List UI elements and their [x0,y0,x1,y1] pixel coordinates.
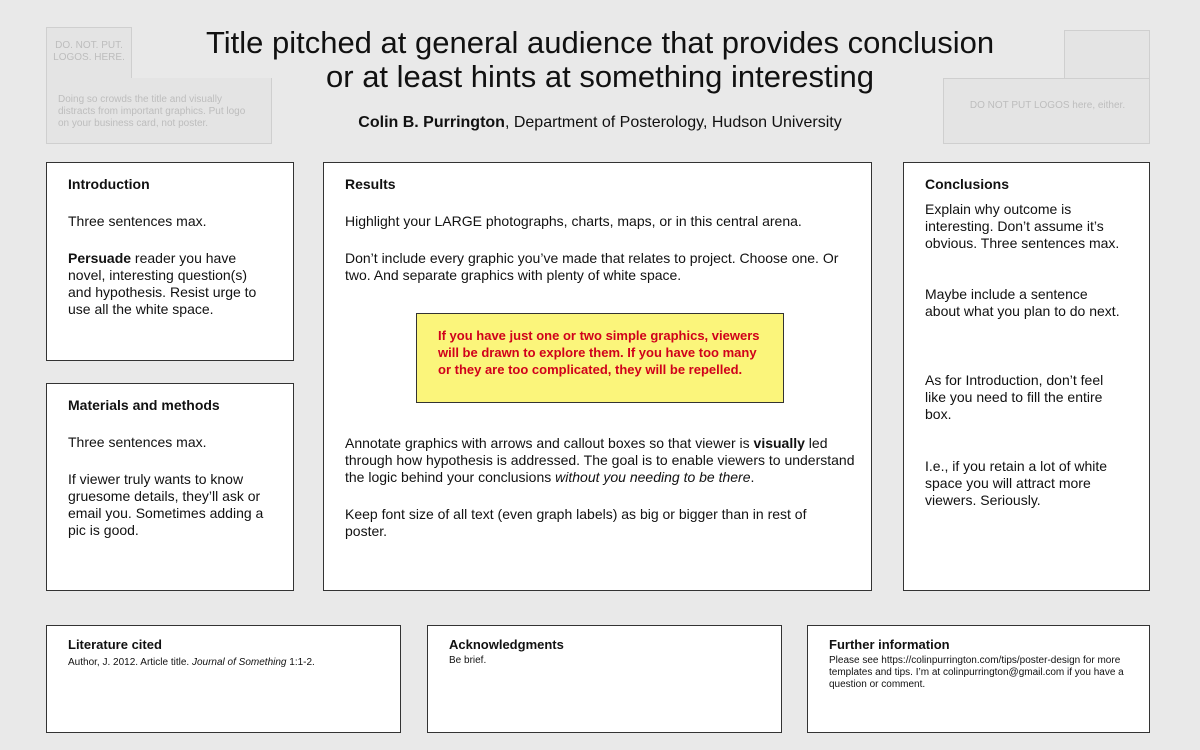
results-p4: Keep font size of all text (even graph labels) as big or bigger than in rest of poster. [345,506,807,539]
conclusions-p2: Maybe include a sentence about what you plan to do next. [925,286,1120,319]
literature-ref-a: Author, J. 2012. Article title. [68,657,192,668]
introduction-p1: Three sentences max. [68,213,207,229]
results-callout-box: If you have just one or two simple graphics, viewers will be drawn to explore them. If you have too many or they are too complicated, they will be repelled. [416,313,784,403]
results-p3 [345,435,855,486]
introduction-box [46,162,294,361]
introduction-p2 [68,250,273,318]
methods-p2: If viewer truly wants to know gruesome details, they’ll ask or email you. Sometimes adding a pic is good. [68,471,264,538]
methods-heading: Materials and methods [68,397,220,413]
literature-reference [68,657,388,669]
poster-title-line1: Title pitched at general audience that provides conclusion [205,25,995,60]
conclusions-p1: Explain why outcome is interesting. Don’t assume it’s obvious. Three sentences max. [925,201,1120,251]
logo-placeholder-right-label: DO NOT PUT LOGOS here, either. [969,100,1126,111]
results-p3-a: Annotate graphics with arrows and callout boxes so that viewer is [345,435,754,451]
acknowledgments-box [427,625,782,733]
logo-placeholder-left-label: DO. NOT. PUT. LOGOS. HERE. [53,40,125,63]
conclusions-heading: Conclusions [925,176,1010,192]
introduction-p2-bold: Persuade [68,250,132,266]
results-p3-bold: visually [753,435,805,451]
conclusions-box [903,162,1150,591]
further-info-heading: Further information [829,637,950,652]
acknowledgments-heading: Acknowledgments [449,637,564,652]
results-p3-italic: without you needing to be there [555,469,751,485]
logo-placeholder-left-note-text: Doing so crowds the title and visually distracts from important graphics. Put logo on your business card, not poster. [58,94,246,129]
author-name: Colin B. Purrington [358,114,505,131]
literature-box [46,625,401,733]
results-p1: Highlight your LARGE photographs, charts, maps, or in this central arena. [345,213,802,229]
results-heading: Results [345,176,396,192]
introduction-p2-rest: reader you have novel, interesting question(s) and hypothesis. Resist urge to use all the white space. [68,250,257,317]
further-info-text: Please see https://colinpurrington.com/tips/poster-design for more templates and tips. I’m at colinpurrington@gmail.com if you have a question or comment. [829,655,1124,690]
author-line [300,114,900,132]
author-affiliation: , Department of Posterology, Hudson University [504,114,842,131]
logo-placeholder-right-tab [1064,30,1150,80]
poster-title-line2: or at least hints at something interesting [326,59,874,94]
literature-heading: Literature cited [68,637,162,652]
poster-title [150,26,1050,94]
methods-p1: Three sentences max. [68,434,207,450]
introduction-heading: Introduction [68,176,150,192]
acknowledgments-text: Be brief. [449,655,487,666]
results-p3-end: . [750,469,755,485]
results-p3-b: led through how hypothesis is addressed. The goal is to enable viewers to understand the logic behind your conclusions [345,435,855,485]
results-p2: Don’t include every graphic you’ve made that relates to project. Choose one. Or two. And separate graphics with plenty of white space. [345,250,839,283]
literature-ref-journal: Journal of Something [191,657,287,668]
conclusions-p3: As for Introduction, don’t feel like you need to fill the entire box. [925,372,1104,422]
further-info-box [807,625,1150,733]
literature-ref-b: 1:1-2. [286,657,315,668]
methods-box [46,383,294,591]
conclusions-p4: I.e., if you retain a lot of white space you will attract more viewers. Seriously. [925,458,1108,508]
